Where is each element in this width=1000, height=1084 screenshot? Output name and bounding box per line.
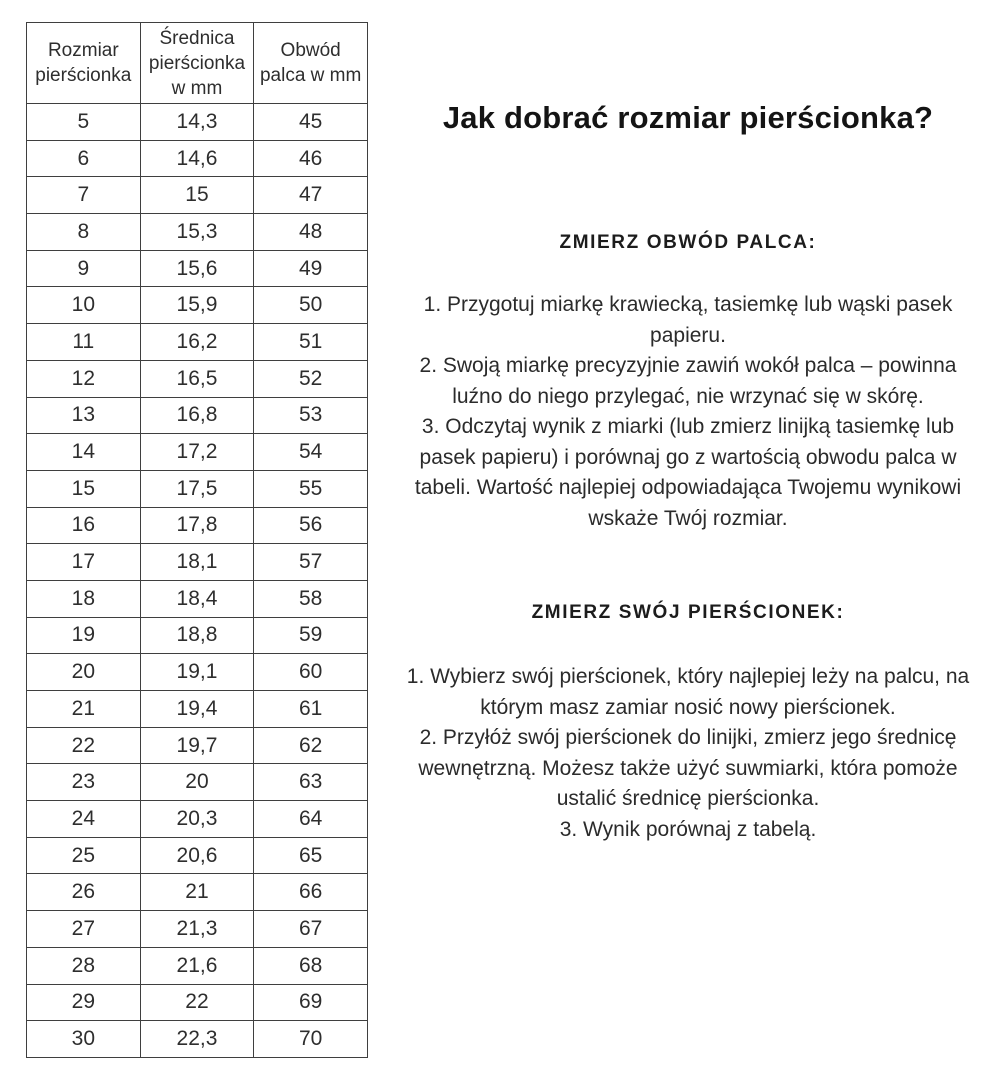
instruction-item: 2. Swoją miarkę precyzyjnie zawiń wokół palca – powinna luźno do niego przylegać, nie wrzynać się w skórę. bbox=[419, 354, 957, 408]
cell-ring-diameter: 19,7 bbox=[140, 727, 254, 764]
table-row bbox=[27, 911, 368, 948]
table-row bbox=[27, 360, 368, 397]
cell-ring-size: 19 bbox=[27, 617, 141, 654]
table-row bbox=[27, 947, 368, 984]
cell-ring-size: 24 bbox=[27, 801, 141, 838]
cell-ring-diameter: 21 bbox=[140, 874, 254, 911]
cell-ring-size: 8 bbox=[27, 214, 141, 251]
table-row bbox=[27, 324, 368, 361]
table-row bbox=[27, 140, 368, 177]
table-row bbox=[27, 617, 368, 654]
cell-finger-circumference: 68 bbox=[254, 947, 368, 984]
cell-ring-size: 5 bbox=[27, 104, 141, 141]
cell-ring-diameter: 18,1 bbox=[140, 544, 254, 581]
cell-ring-size: 26 bbox=[27, 874, 141, 911]
cell-ring-diameter: 19,1 bbox=[140, 654, 254, 691]
cell-ring-diameter: 14,3 bbox=[140, 104, 254, 141]
cell-ring-size: 10 bbox=[27, 287, 141, 324]
cell-ring-diameter: 22,3 bbox=[140, 1021, 254, 1058]
cell-finger-circumference: 54 bbox=[254, 434, 368, 471]
cell-finger-circumference: 62 bbox=[254, 727, 368, 764]
cell-finger-circumference: 59 bbox=[254, 617, 368, 654]
instruction-item: 2. Przyłóż swój pierścionek do linijki, zmierz jego średnicę wewnętrzną. Możesz także użyć suwmiarki, która pomoże ustalić średnicę pierścionka. bbox=[418, 726, 958, 810]
instruction-list-finger bbox=[403, 290, 973, 534]
cell-finger-circumference: 57 bbox=[254, 544, 368, 581]
table-row bbox=[27, 837, 368, 874]
instruction-item: 3. Wynik porównaj z tabelą. bbox=[559, 817, 817, 841]
cell-ring-size: 11 bbox=[27, 324, 141, 361]
cell-finger-circumference: 60 bbox=[254, 654, 368, 691]
table-row bbox=[27, 580, 368, 617]
cell-ring-diameter: 20 bbox=[140, 764, 254, 801]
instruction-item: 1. Wybierz swój pierścionek, który najlepiej leży na palcu, na którym masz zamiar nosić nowy pierścionek. bbox=[406, 665, 970, 719]
cell-ring-diameter: 15,3 bbox=[140, 214, 254, 251]
cell-finger-circumference: 64 bbox=[254, 801, 368, 838]
cell-ring-diameter: 18,4 bbox=[140, 580, 254, 617]
cell-ring-size: 16 bbox=[27, 507, 141, 544]
cell-finger-circumference: 58 bbox=[254, 580, 368, 617]
table-row bbox=[27, 727, 368, 764]
table-row bbox=[27, 764, 368, 801]
cell-finger-circumference: 47 bbox=[254, 177, 368, 214]
cell-finger-circumference: 67 bbox=[254, 911, 368, 948]
table-row bbox=[27, 544, 368, 581]
cell-finger-circumference: 65 bbox=[254, 837, 368, 874]
cell-ring-diameter: 18,8 bbox=[140, 617, 254, 654]
cell-finger-circumference: 48 bbox=[254, 214, 368, 251]
guide-panel bbox=[403, 0, 973, 845]
table-body bbox=[27, 104, 368, 1058]
cell-ring-size: 30 bbox=[27, 1021, 141, 1058]
cell-ring-diameter: 21,3 bbox=[140, 911, 254, 948]
cell-finger-circumference: 66 bbox=[254, 874, 368, 911]
cell-ring-diameter: 15 bbox=[140, 177, 254, 214]
cell-ring-diameter: 15,9 bbox=[140, 287, 254, 324]
cell-ring-size: 12 bbox=[27, 360, 141, 397]
cell-ring-diameter: 22 bbox=[140, 984, 254, 1021]
table-row bbox=[27, 507, 368, 544]
table-row bbox=[27, 434, 368, 471]
section-heading-measure-finger: ZMIERZ OBWÓD PALCA: bbox=[559, 232, 817, 253]
cell-ring-size: 28 bbox=[27, 947, 141, 984]
cell-finger-circumference: 63 bbox=[254, 764, 368, 801]
cell-ring-size: 14 bbox=[27, 434, 141, 471]
cell-finger-circumference: 45 bbox=[254, 104, 368, 141]
cell-ring-size: 9 bbox=[27, 250, 141, 287]
cell-ring-diameter: 21,6 bbox=[140, 947, 254, 984]
cell-ring-size: 15 bbox=[27, 470, 141, 507]
table-row bbox=[27, 654, 368, 691]
instruction-list-ring bbox=[403, 662, 973, 845]
cell-ring-size: 27 bbox=[27, 911, 141, 948]
section-heading-measure-ring: ZMIERZ SWÓJ PIERŚCIONEK: bbox=[531, 602, 845, 623]
cell-ring-diameter: 16,2 bbox=[140, 324, 254, 361]
column-header-ring-diameter: Średnica pierścionka w mm bbox=[140, 23, 254, 104]
cell-ring-diameter: 20,6 bbox=[140, 837, 254, 874]
cell-ring-size: 13 bbox=[27, 397, 141, 434]
table-row bbox=[27, 177, 368, 214]
cell-finger-circumference: 50 bbox=[254, 287, 368, 324]
table-row bbox=[27, 470, 368, 507]
cell-ring-diameter: 17,5 bbox=[140, 470, 254, 507]
section-measure-finger bbox=[403, 230, 973, 534]
cell-ring-size: 6 bbox=[27, 140, 141, 177]
table-row bbox=[27, 874, 368, 911]
cell-finger-circumference: 51 bbox=[254, 324, 368, 361]
cell-ring-diameter: 15,6 bbox=[140, 250, 254, 287]
cell-finger-circumference: 70 bbox=[254, 1021, 368, 1058]
column-header-finger-circumference: Obwód palca w mm bbox=[254, 23, 368, 104]
cell-ring-diameter: 17,8 bbox=[140, 507, 254, 544]
cell-finger-circumference: 56 bbox=[254, 507, 368, 544]
cell-finger-circumference: 53 bbox=[254, 397, 368, 434]
page-title: Jak dobrać rozmiar pierścionka? bbox=[442, 100, 934, 135]
cell-finger-circumference: 69 bbox=[254, 984, 368, 1021]
table-row bbox=[27, 104, 368, 141]
cell-ring-size: 25 bbox=[27, 837, 141, 874]
cell-ring-diameter: 19,4 bbox=[140, 691, 254, 728]
cell-ring-diameter: 14,6 bbox=[140, 140, 254, 177]
cell-ring-size: 7 bbox=[27, 177, 141, 214]
cell-finger-circumference: 52 bbox=[254, 360, 368, 397]
table-row bbox=[27, 801, 368, 838]
cell-ring-size: 18 bbox=[27, 580, 141, 617]
cell-finger-circumference: 49 bbox=[254, 250, 368, 287]
ring-size-table bbox=[26, 22, 368, 1058]
cell-finger-circumference: 46 bbox=[254, 140, 368, 177]
table-row bbox=[27, 214, 368, 251]
cell-ring-size: 21 bbox=[27, 691, 141, 728]
cell-ring-size: 29 bbox=[27, 984, 141, 1021]
instruction-item: 1. Przygotuj miarkę krawiecką, tasiemkę lub wąski pasek papieru. bbox=[423, 293, 953, 347]
table-row bbox=[27, 397, 368, 434]
section-measure-ring bbox=[403, 600, 973, 845]
cell-finger-circumference: 61 bbox=[254, 691, 368, 728]
cell-finger-circumference: 55 bbox=[254, 470, 368, 507]
column-header-ring-size: Rozmiar pierścionka bbox=[27, 23, 141, 104]
cell-ring-diameter: 17,2 bbox=[140, 434, 254, 471]
table-header-row bbox=[27, 23, 368, 104]
table-row bbox=[27, 250, 368, 287]
cell-ring-diameter: 20,3 bbox=[140, 801, 254, 838]
cell-ring-size: 23 bbox=[27, 764, 141, 801]
cell-ring-size: 20 bbox=[27, 654, 141, 691]
cell-ring-diameter: 16,8 bbox=[140, 397, 254, 434]
cell-ring-size: 22 bbox=[27, 727, 141, 764]
table-row bbox=[27, 691, 368, 728]
cell-ring-size: 17 bbox=[27, 544, 141, 581]
cell-ring-diameter: 16,5 bbox=[140, 360, 254, 397]
table-row bbox=[27, 984, 368, 1021]
table-row bbox=[27, 1021, 368, 1058]
table-row bbox=[27, 287, 368, 324]
instruction-item: 3. Odczytaj wynik z miarki (lub zmierz linijką tasiemkę lub pasek papieru) i porównaj go z wartością obwodu palca w tabeli. Wartość najlepiej odpowiadająca Twojemu wynikowi wskaże Twój rozmiar. bbox=[414, 415, 962, 530]
